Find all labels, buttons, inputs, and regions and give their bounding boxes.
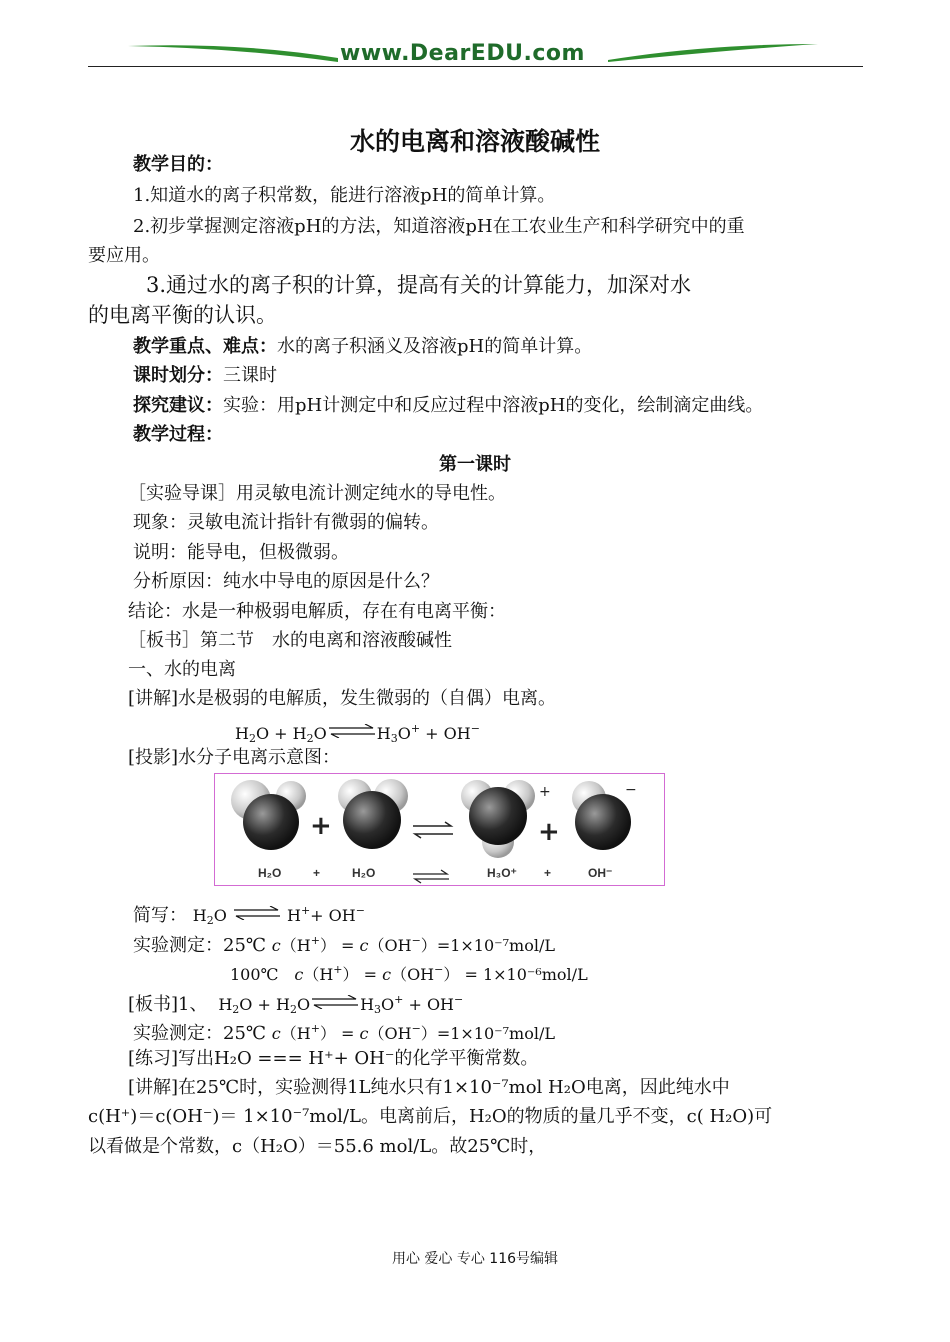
fig-label-h3o: H₃O⁺: [487, 866, 517, 880]
inquiry-text: 实验：用pH计测定中和反应过程中溶液pH的变化，绘制滴定曲线。: [223, 395, 764, 416]
svg-text:+: +: [310, 811, 332, 841]
explain-line-b: c(H⁺)＝c(OH⁻)＝ 1×10⁻⁷mol/L。电离前后，H₂O的物质的量几乎不变，c( H₂O)可: [88, 1106, 773, 1127]
objective-2a: 2.初步掌握测定溶液pH的方法，知道溶液pH在工农业生产和科学研究中的重: [133, 216, 745, 237]
objective-3a: 3.通过水的离子积的计算，提高有关的计算能力，加深对水: [146, 273, 692, 297]
lesson-line-9: [投影]水分子电离示意图：: [128, 747, 341, 768]
board-label: [板书]1、: [128, 994, 208, 1015]
fig-label-oh: OH⁻: [588, 866, 613, 880]
svg-text:+: +: [538, 817, 560, 847]
hours-label: 课时划分：: [133, 365, 223, 386]
lesson-line-3: 说明：能导电，但极微弱。: [133, 542, 349, 563]
fig-label-plus-1: +: [313, 866, 321, 880]
inquiry-line: [133, 393, 763, 419]
hours-line: [133, 363, 277, 389]
measure-label: 实验测定：25℃: [133, 935, 267, 956]
equilibrium-arrow-icon: [234, 906, 280, 920]
lesson-line-1: ［实验导课］用灵敏电流计测定纯水的导电性。: [128, 483, 506, 504]
focus-line: [133, 334, 592, 360]
objective-2b: 要应用。: [88, 245, 160, 266]
footer-text: 用心 爱心 专心 116号编辑: [391, 1251, 559, 1267]
short-form-label: 简写：: [133, 905, 187, 926]
measure-100c-line: 100℃ c（H+） = c（OH−） = 1×10⁻⁶mol/L: [230, 963, 588, 984]
lesson-heading: 第一课时: [439, 454, 511, 475]
lesson-line-7: 一、水的电离: [128, 659, 236, 680]
measure-value-2: =1×10⁻⁷mol/L: [436, 1024, 555, 1043]
site-url[interactable]: www.DearEDU.com: [340, 41, 585, 66]
exercise-line: [练习]写出H₂O === H⁺+ OH⁻的化学平衡常数。: [128, 1048, 539, 1069]
svg-text:−: −: [625, 782, 637, 798]
fig-label-h2o-1: H₂O: [258, 866, 282, 880]
short-form-line: 简写： $H_2O$ H++ OH−: [133, 904, 365, 927]
page-title: 水的电离和溶液酸碱性: [349, 127, 600, 156]
fig-label-plus-2: +: [544, 866, 552, 880]
measure-25c-line-2: 实验测定：25℃ c（H+） = c（OH−）=1×10⁻⁷mol/L: [133, 1022, 555, 1044]
lesson-line-5: 结论：水是一种极弱电解质，存在有电离平衡：: [128, 601, 506, 622]
header-rule: [88, 66, 863, 67]
board-line: [板书]1、 $H_2O + H_2O$ $H_3O^+ + OH^-$: [128, 993, 464, 1016]
fig-label-h2o-2: H₂O: [352, 866, 376, 880]
measure-25c-line: 实验测定：25℃ c（H+） = c（OH−）=1×10⁻⁷mol/L: [133, 934, 555, 956]
lesson-line-6: ［板书］第二节 水的电离和溶液酸碱性: [128, 630, 452, 651]
temp-100: 100℃: [230, 965, 279, 984]
lesson-line-4: 分析原因：纯水中导电的原因是什么？: [133, 571, 439, 592]
objective-3b: 的电离平衡的认识。: [88, 303, 277, 327]
ionization-equation: $H_2O + H_2O$ $H_3O^+ + OH^-$: [235, 722, 480, 745]
equilibrium-arrow-icon: [312, 995, 358, 1009]
lesson-line-8: [讲解]水是极弱的电解质，发生微弱的（自偶）电离。: [128, 688, 557, 709]
objectives-heading: 教学目的：: [133, 154, 223, 175]
measure-100-value: = 1×10⁻⁶mol/L: [464, 965, 588, 984]
focus-label: 教学重点、难点：: [133, 336, 277, 357]
measure-value: =1×10⁻⁷mol/L: [436, 936, 555, 955]
focus-text: 水的离子积涵义及溶液pH的简单计算。: [277, 336, 593, 357]
inquiry-label: 探究建议：: [133, 395, 223, 416]
svg-text:+: +: [539, 784, 551, 800]
equilibrium-arrow-icon: [329, 724, 375, 738]
explain-line-a: [讲解]在25℃时，实验测得1L纯水只有1×10⁻⁷mol H₂O电离，因此纯水中: [128, 1077, 730, 1098]
objective-1: 1.知道水的离子积常数，能进行溶液pH的简单计算。: [133, 185, 556, 206]
hours-text: 三课时: [223, 365, 277, 386]
measure-label-2: 实验测定：25℃: [133, 1023, 267, 1044]
process-label: 教学过程：: [133, 424, 223, 445]
lesson-line-2: 现象：灵敏电流计指针有微弱的偏转。: [133, 512, 439, 533]
explain-line-c: 以看做是个常数，c（H₂O）＝55.6 mol/L。故25℃时，: [88, 1136, 547, 1157]
